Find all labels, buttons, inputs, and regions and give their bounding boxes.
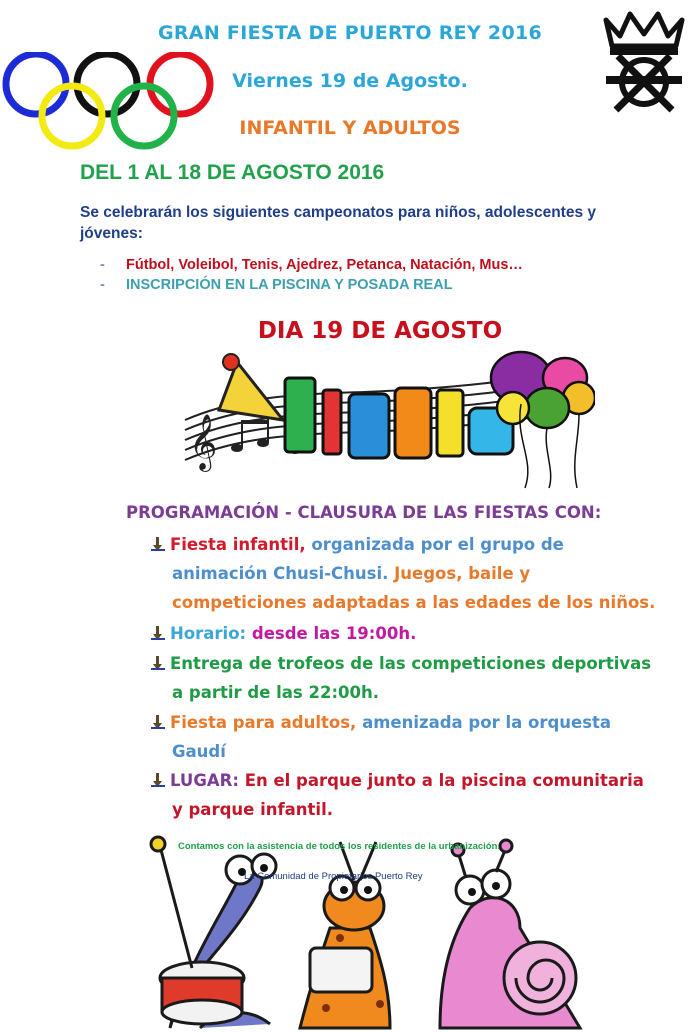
pushpin-bullet-icon bbox=[150, 625, 170, 645]
footer-note: Contamos con la asistencia de todos los residentes de la urbanización. bbox=[178, 841, 501, 852]
kids-party-group: animación Chusi-Chusi. bbox=[172, 564, 389, 583]
kids-party-label: Fiesta infantil, bbox=[170, 535, 306, 554]
program-item-kids-party bbox=[150, 535, 564, 556]
location-label: LUGAR: bbox=[170, 771, 239, 790]
event-audience: INFANTIL Y ADULTOS bbox=[239, 117, 461, 139]
program-item-adults-party bbox=[150, 713, 611, 734]
schedule-label: Horario: bbox=[170, 624, 247, 643]
pushpin-bullet-icon bbox=[150, 714, 170, 734]
sports-list: Fútbol, Voleibol, Tenis, Ajedrez, Petanca, Natación, Mus… bbox=[126, 257, 523, 273]
kids-party-competitions: competiciones adaptadas a las edades de los niños. bbox=[172, 593, 656, 612]
footer-signature: La Comunidad de Propietarios Puerto Rey bbox=[244, 871, 423, 882]
program-item-location-line2 bbox=[172, 800, 333, 819]
band-name: Gaudí bbox=[172, 742, 226, 761]
adults-party-band: amenizada por la orquesta bbox=[356, 713, 612, 732]
event-title: GRAN FIESTA DE PUERTO REY 2016 bbox=[157, 22, 543, 44]
fiesta-banner-illustration bbox=[175, 350, 595, 490]
championship-intro: Se celebrarán los siguientes campeonatos para niños, adolescentes y jóvenes: bbox=[80, 204, 597, 242]
svg-text:𝄞: 𝄞 bbox=[189, 414, 218, 470]
program-item-schedule bbox=[150, 624, 416, 645]
program-item-kids-party-line2 bbox=[172, 564, 530, 583]
program-item-trophies bbox=[150, 654, 651, 675]
program-item-adults-party-line2 bbox=[172, 742, 226, 761]
day-title: DIA 19 DE AGOSTO bbox=[257, 318, 503, 344]
list-bullet: - bbox=[100, 257, 105, 273]
pushpin-bullet-icon bbox=[150, 536, 170, 556]
program-heading: PROGRAMACIÓN - CLAUSURA DE LAS FIESTAS CON: bbox=[126, 503, 602, 522]
list-item bbox=[100, 257, 660, 273]
list-item bbox=[100, 277, 660, 293]
registration-info: INSCRIPCIÓN EN LA PISCINA Y POSADA REAL bbox=[126, 277, 453, 293]
kids-party-organizer: organizada por el grupo de bbox=[305, 535, 564, 554]
program-item-trophies-line2 bbox=[172, 683, 379, 702]
schedule-time: desde las 19:00h. bbox=[246, 624, 417, 643]
championship-dates: DEL 1 AL 18 DE AGOSTO 2016 bbox=[80, 161, 385, 184]
program-item-kids-party-line3 bbox=[172, 593, 655, 612]
pushpin-bullet-icon bbox=[150, 772, 170, 792]
adults-party-label: Fiesta para adultos, bbox=[170, 713, 357, 732]
program-item-location bbox=[150, 771, 644, 792]
list-bullet: - bbox=[100, 277, 105, 293]
cartoon-band-illustration bbox=[140, 828, 590, 1032]
kids-party-games: Juegos, baile y bbox=[388, 564, 531, 583]
location-text: En el parque junto a la piscina comunitaria bbox=[238, 771, 644, 790]
location-text-line2: y parque infantil. bbox=[172, 800, 334, 819]
trophies-time: a partir de las 22:00h. bbox=[172, 683, 380, 702]
trophies-text: Entrega de trofeos de las competiciones deportivas bbox=[170, 654, 652, 673]
event-date: Viernes 19 de Agosto. bbox=[232, 70, 468, 92]
pushpin-bullet-icon bbox=[150, 655, 170, 675]
